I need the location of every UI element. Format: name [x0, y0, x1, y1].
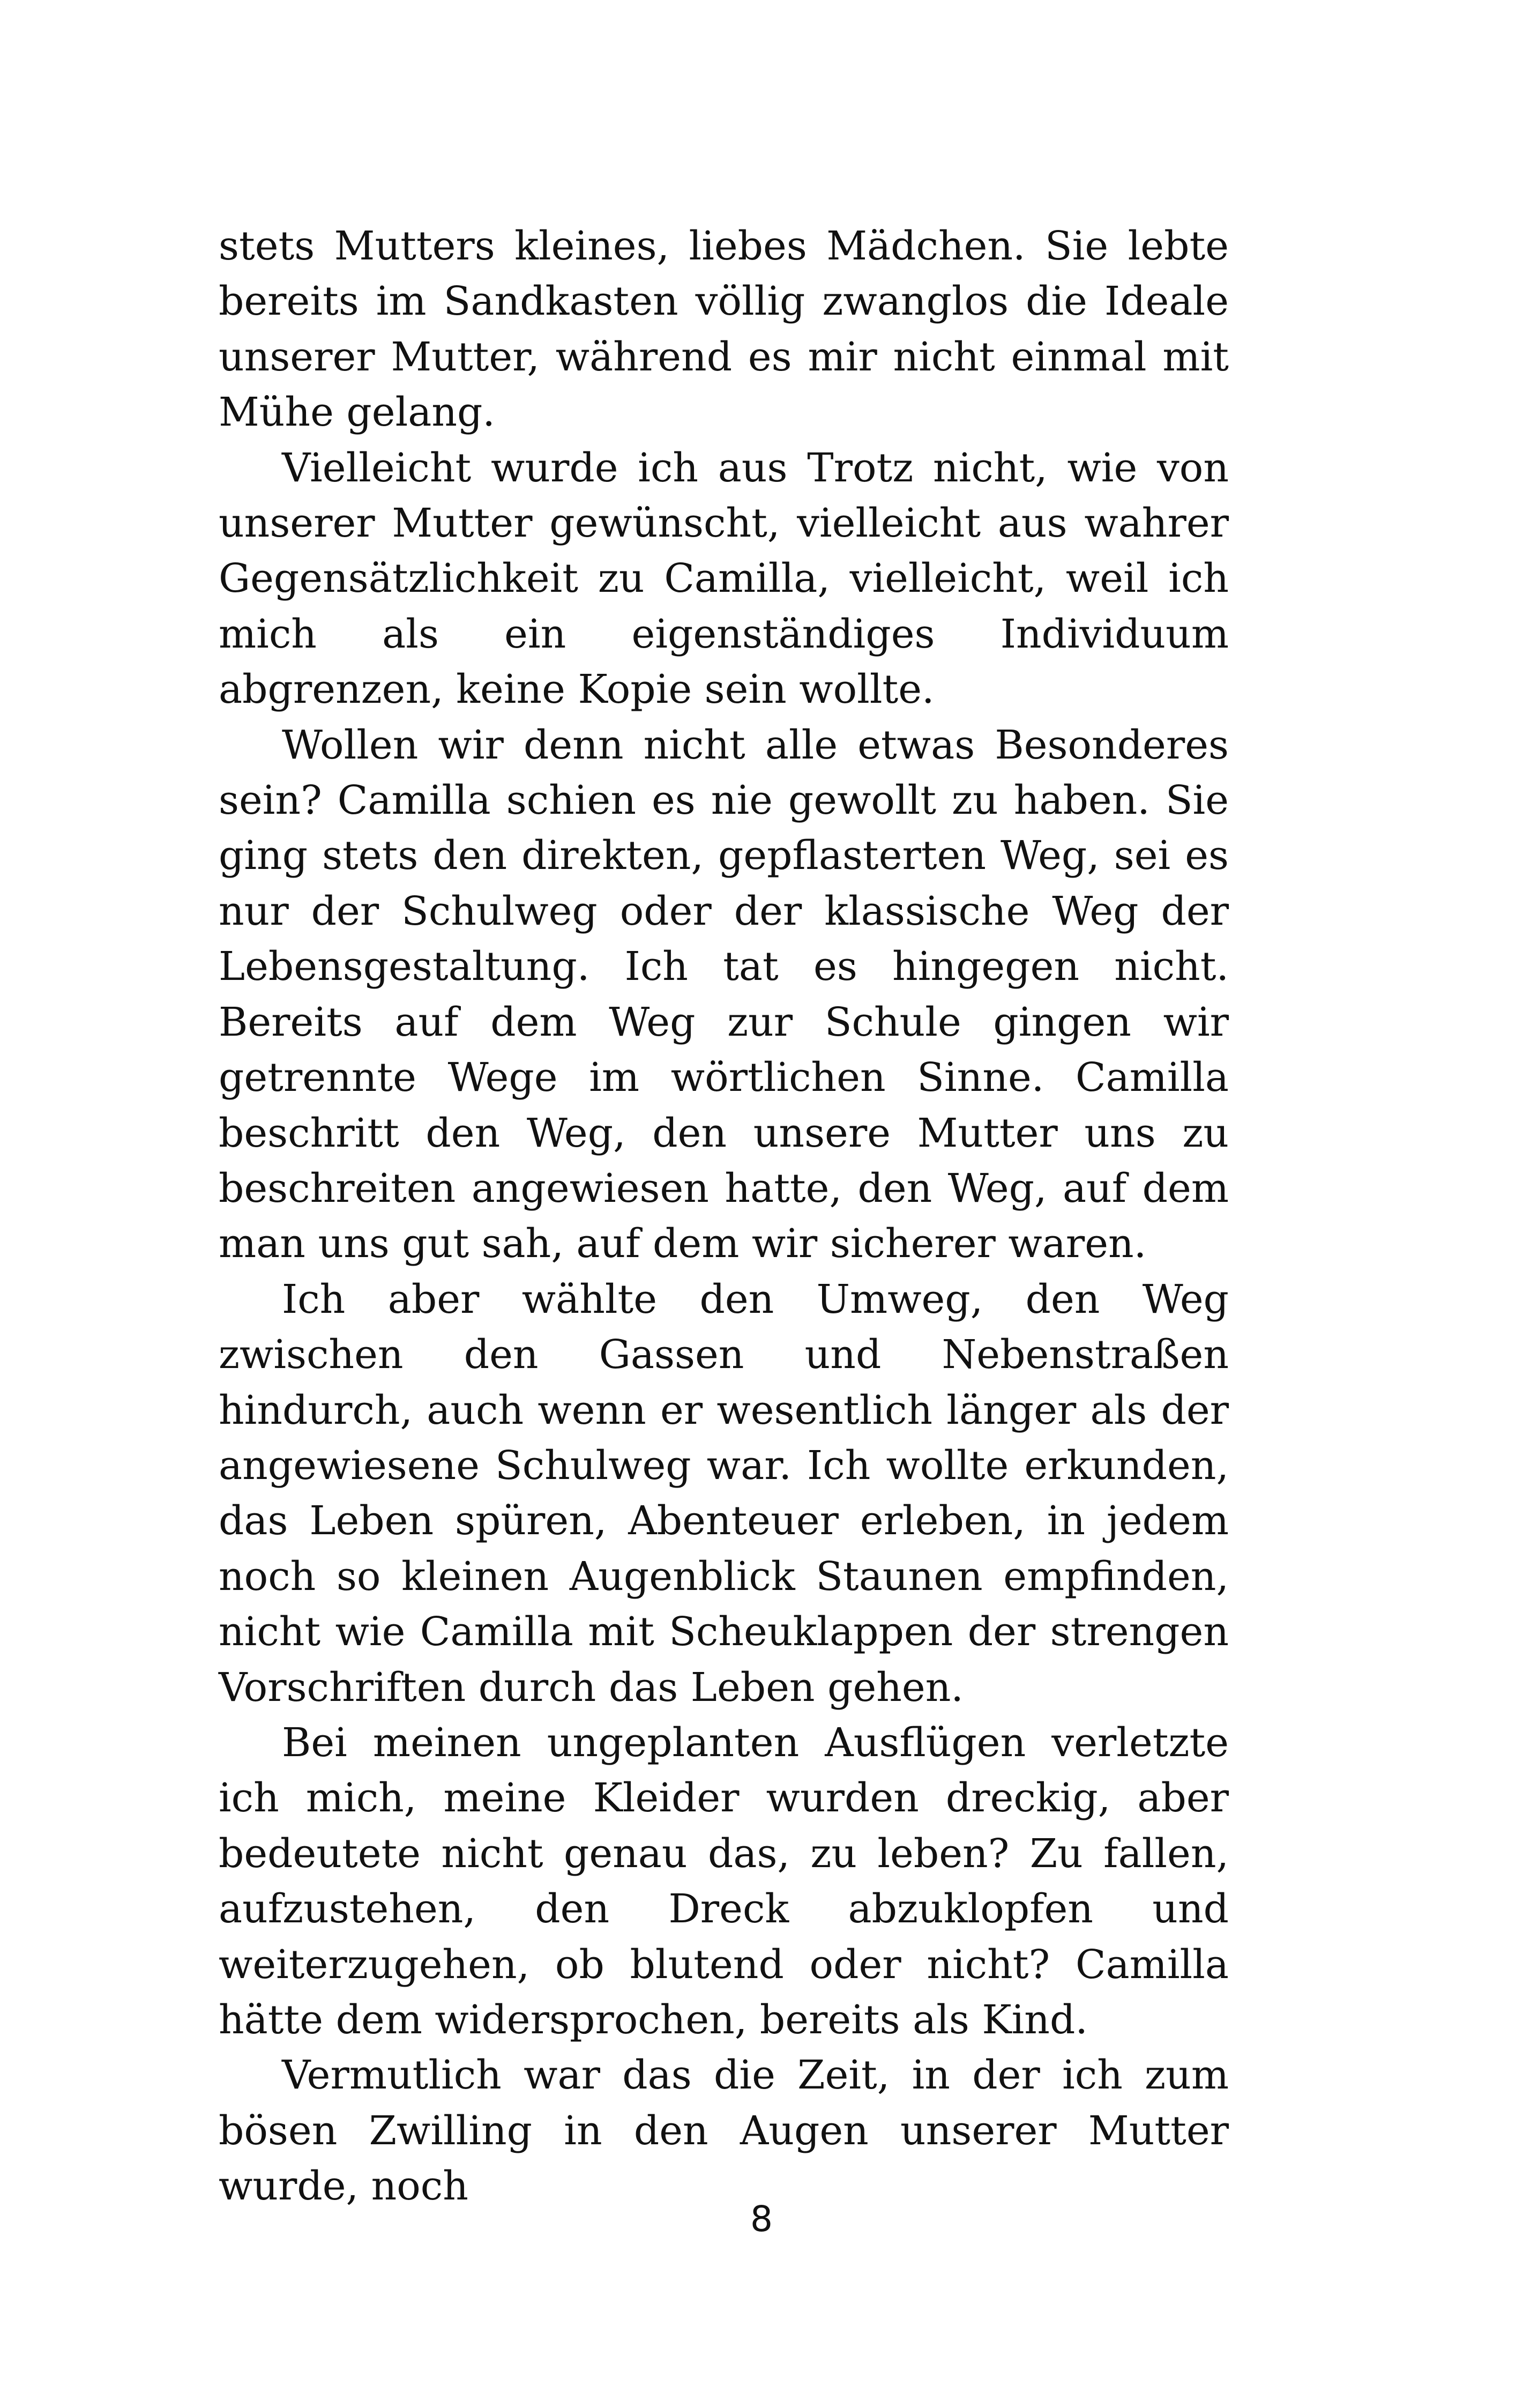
paragraph: Vermutlich war das die Zeit, in der ich zum bösen Zwilling in den Augen unserer Mutter wurde, noch — [219, 2052, 1229, 2210]
paragraph: Wollen wir denn nicht alle etwas Besonderes sein? Camilla schien es nie gewollt zu haben. Sie ging stets den direkten, gepflasterten Weg, sei es nur der Schulweg oder der klassische Weg der Lebensgestaltung. Ich tat es hingegen nicht. Bereits auf dem Weg zur Schule gingen wir getrennte Wege im wörtlichen Sinne. Camilla beschritt den Weg, den unsere Mutter uns zu beschreiten angewiesen hatte, den Weg, auf dem man uns gut sah, auf dem wir sicherer waren. — [219, 722, 1229, 1267]
paragraph: Ich aber wählte den Umweg, den Weg zwischen den Gassen und Nebenstraßen hindurch, auch wenn er wesentlich länger als der angewiesene Schulweg war. Ich wollte erkunden, das Leben spüren, Abenteuer erleben, in jedem noch so kleinen Augenblick Staunen empfinden, nicht wie Camilla mit Scheuklappen der strengen Vorschriften durch das Leben gehen. — [219, 1276, 1229, 1711]
paragraph: Vielleicht wurde ich aus Trotz nicht, wie von unserer Mutter gewünscht, vielleicht aus wahrer Gegensätzlichkeit zu Camilla, vielleicht, weil ich mich als ein eigenständiges Individuum abgrenzen, keine Kopie sein wollte. — [219, 444, 1229, 713]
paragraph: stets Mutters kleines, liebes Mädchen. Sie lebte bereits im Sandkasten völlig zwanglos die Ideale unserer Mutter, während es mir nicht einmal mit Mühe gelang. — [219, 223, 1229, 436]
page-number: 8 — [750, 2198, 773, 2240]
paragraph: Bei meinen ungeplanten Ausflügen verletzte ich mich, meine Kleider wurden dreckig, aber bedeutete nicht genau das, zu leben? Zu fallen, aufzustehen, den Dreck abzuklopfen und weiterzugehen, ob blutend oder nicht? Camilla hätte dem widersprochen, bereits als Kind. — [219, 1719, 1229, 2043]
body-text — [219, 219, 1229, 2214]
